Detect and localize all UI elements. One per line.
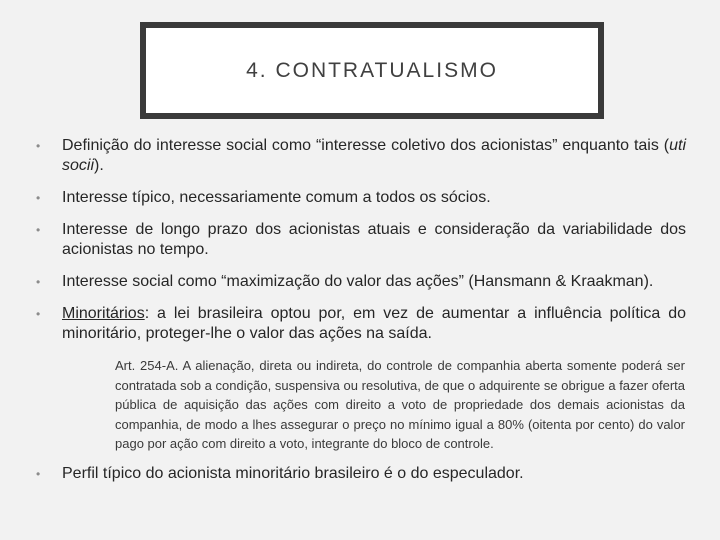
bullet-text: : a lei brasileira optou por, em vez de aumentar a influência política do minoritário, proteger-lhe o valor das ações na saída. (62, 305, 686, 342)
bullet-italic-text: uti socii (62, 137, 686, 174)
bullet-icon: • (36, 275, 41, 289)
bullet-icon: • (36, 307, 41, 321)
bullet-item (36, 188, 686, 208)
bullet-text: Definição do interesse social como “interesse coletivo dos acionistas” enquanto tais ( (62, 137, 670, 154)
bullet-item (36, 304, 686, 344)
bullet-icon: • (36, 466, 41, 481)
bullet-icon: • (36, 191, 41, 205)
bullet-icon: • (36, 223, 41, 237)
bullet-text: Interesse típico, necessariamente comum a todos os sócios. (62, 189, 491, 206)
bullet-text: Interesse social como “maximização do valor das ações” (Hansmann & Kraakman). (62, 273, 654, 290)
bullet-item (36, 136, 686, 176)
bullet-item (36, 272, 686, 292)
slide-body (36, 136, 686, 496)
legal-quote: Art. 254-A. A alienação, direta ou indireta, do controle de companhia aberta somente poderá ser contratada sob a condição, suspensiva ou resolutiva, de que o adquirente se obrigue a fazer oferta pública de aquisição das ações com direito a voto de propriedade dos demais acionistas da companhia, de modo a lhes assegurar o preço no mínimo igual a 80% (oitenta por cento) do valor pago por ação com direito a voto, integrante do bloco de controle. (115, 358, 685, 451)
bullet-item (36, 464, 686, 484)
bullet-underlined-text: Minoritários (62, 305, 145, 322)
bullet-item (36, 220, 686, 260)
bullet-text: ). (94, 157, 104, 174)
title-box (140, 22, 604, 119)
bullet-icon: • (36, 139, 41, 153)
bullet-text: Interesse de longo prazo dos acionistas atuais e consideração da variabilidade dos acionistas no tempo. (62, 221, 686, 258)
bullet-text: Perfil típico do acionista minoritário brasileiro é o do especulador. (62, 464, 524, 482)
slide-title: 4. CONTRATUALISMO (246, 58, 498, 82)
